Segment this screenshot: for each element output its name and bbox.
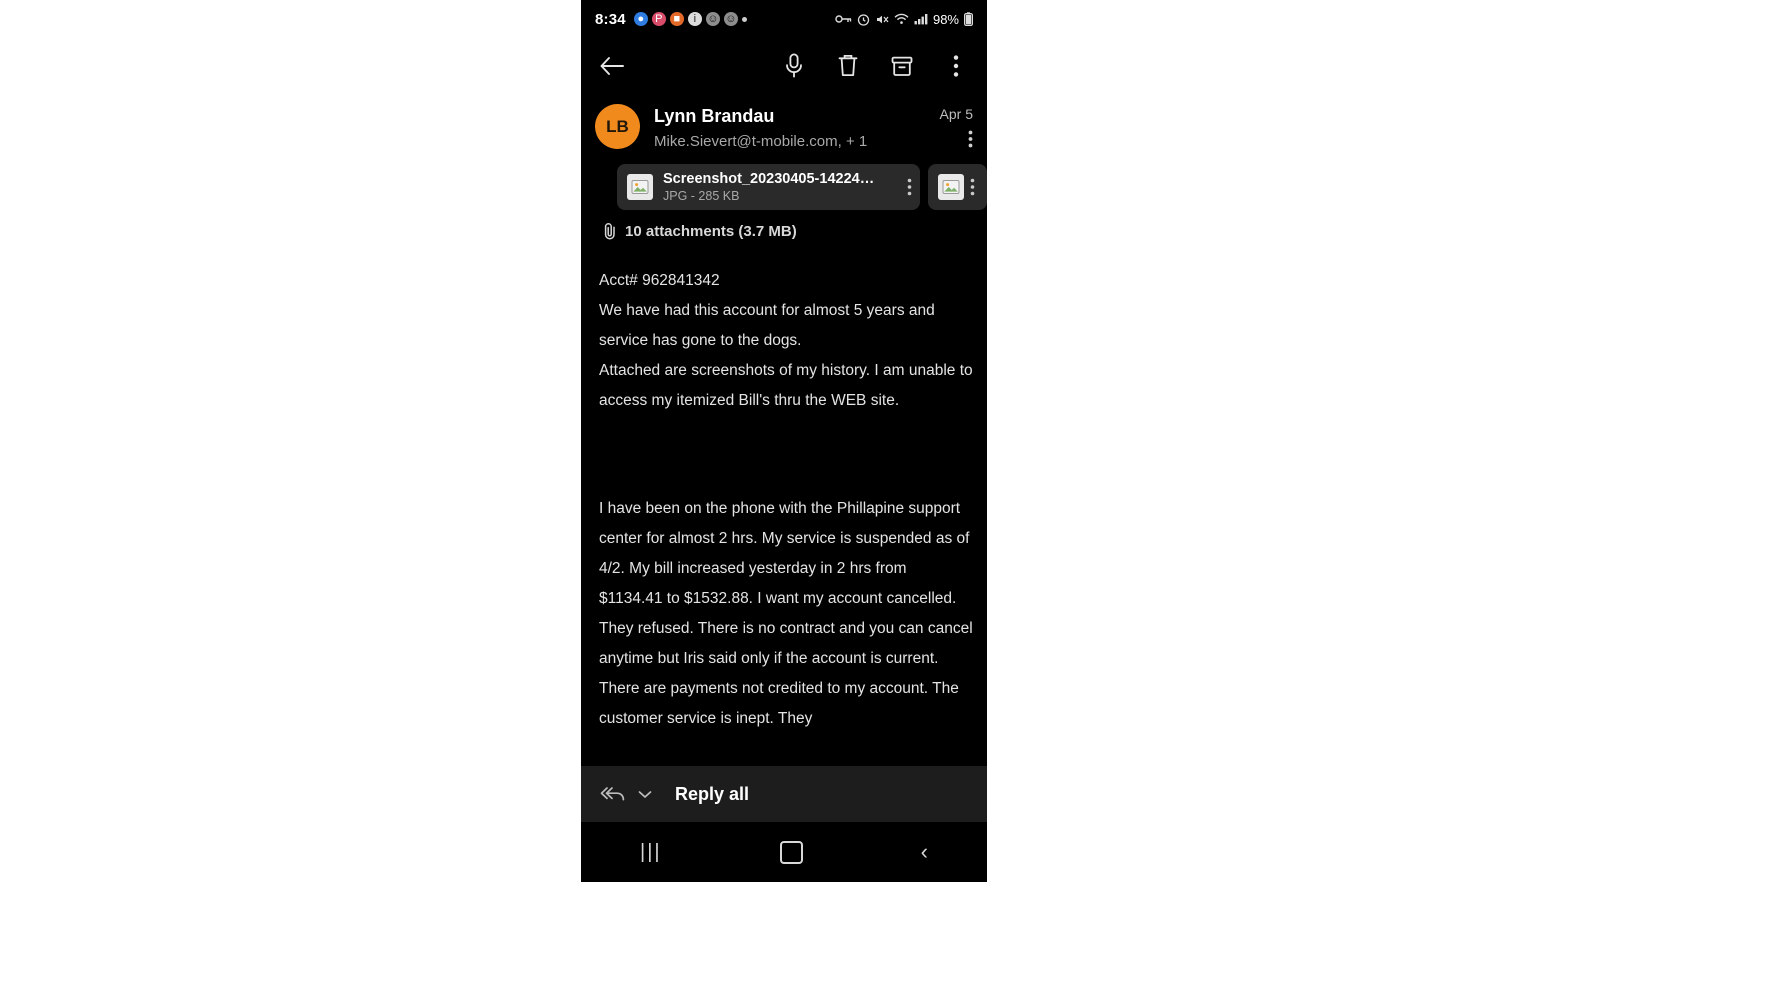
attachment-summary-label: 10 attachments (3.7 MB) — [625, 222, 797, 240]
reply-dropdown-icon[interactable] — [637, 788, 653, 800]
back-arrow-icon[interactable] — [595, 49, 629, 83]
microphone-icon[interactable] — [777, 49, 811, 83]
battery-percent: 98% — [932, 11, 959, 27]
alarm-icon — [857, 13, 870, 26]
mute-icon — [875, 13, 889, 26]
archive-icon[interactable] — [885, 49, 919, 83]
sender-row[interactable] — [581, 94, 987, 158]
image-file-icon — [627, 174, 653, 200]
reply-bar[interactable] — [581, 766, 987, 822]
attachment-name: Screenshot_20230405-14224… — [663, 171, 875, 187]
status-right-icons — [835, 12, 973, 27]
delete-icon[interactable] — [831, 49, 865, 83]
back-button-icon[interactable]: ‹ — [920, 839, 928, 864]
reply-all-icon[interactable] — [599, 784, 627, 804]
emoji2-icon: ☺ — [725, 13, 737, 25]
more-options-icon[interactable] — [939, 49, 973, 83]
messenger-icon: ● — [634, 12, 648, 26]
emoji-icon: ☺ — [707, 13, 719, 25]
wifi-icon — [894, 13, 909, 25]
body-paragraph-4: I have been on the phone with the Phillapine support center for almost 2 hrs. My service is suspended as of 4/2. My bill increased yesterday in 2 hrs from $1134.41 to $1532.88. I want my account cancelled. They refused. There is no contract and you can cancel anytime but Iris said only if the account is current. There are payments not credited to my account. The customer service is inept. They — [599, 500, 973, 727]
sender-texts — [654, 104, 934, 154]
vpn-key-icon — [835, 13, 852, 25]
attachment-card[interactable] — [617, 164, 920, 210]
attachment-summary[interactable] — [581, 210, 987, 240]
sender-name: Lynn Brandau — [654, 106, 775, 126]
attachment-size: JPG - 285 KB — [663, 189, 740, 203]
battery-icon — [964, 12, 973, 26]
status-left-icons — [634, 12, 747, 26]
reply-all-label[interactable]: Reply all — [675, 783, 750, 804]
message-more-icon[interactable] — [968, 130, 973, 148]
message-body — [581, 240, 987, 734]
info-icon: i — [688, 12, 702, 26]
system-navbar — [581, 822, 987, 882]
image-file-icon — [938, 174, 964, 200]
message-date: Apr 5 — [939, 106, 973, 122]
toolbar-actions — [777, 49, 973, 83]
attachment-more-icon[interactable] — [905, 178, 914, 196]
avatar: LB — [595, 104, 640, 149]
app-toolbar — [581, 38, 987, 94]
recipients-line[interactable]: Mike.Sievert@t-mobile.com, + 1 — [654, 133, 868, 150]
signal-icon — [914, 13, 928, 25]
pinterest-icon: P — [652, 12, 666, 26]
attachment-more-icon[interactable] — [968, 178, 977, 196]
body-paragraph-1: Acct# 962841342 — [599, 272, 720, 289]
sender-right — [940, 104, 973, 148]
status-clock: 8:34 — [595, 10, 626, 28]
attachment-strip[interactable] — [581, 158, 987, 210]
paperclip-icon — [603, 222, 617, 240]
photos-icon: ■ — [670, 12, 684, 26]
body-spacer — [599, 416, 973, 494]
attachment-card-next[interactable] — [928, 164, 987, 210]
body-paragraph-2: We have had this account for almost 5 years and service has gone to the dogs. — [599, 302, 935, 349]
phone-screenshot — [581, 0, 987, 882]
dot-icon — [742, 17, 747, 22]
attachment-meta — [663, 170, 905, 204]
body-paragraph-3: Attached are screenshots of my history. I am unable to access my itemized Bill's thru the WEB site. — [599, 362, 973, 409]
home-button-icon[interactable] — [780, 841, 803, 864]
status-bar — [581, 0, 987, 38]
recents-button-icon[interactable]: ||| — [640, 840, 662, 863]
